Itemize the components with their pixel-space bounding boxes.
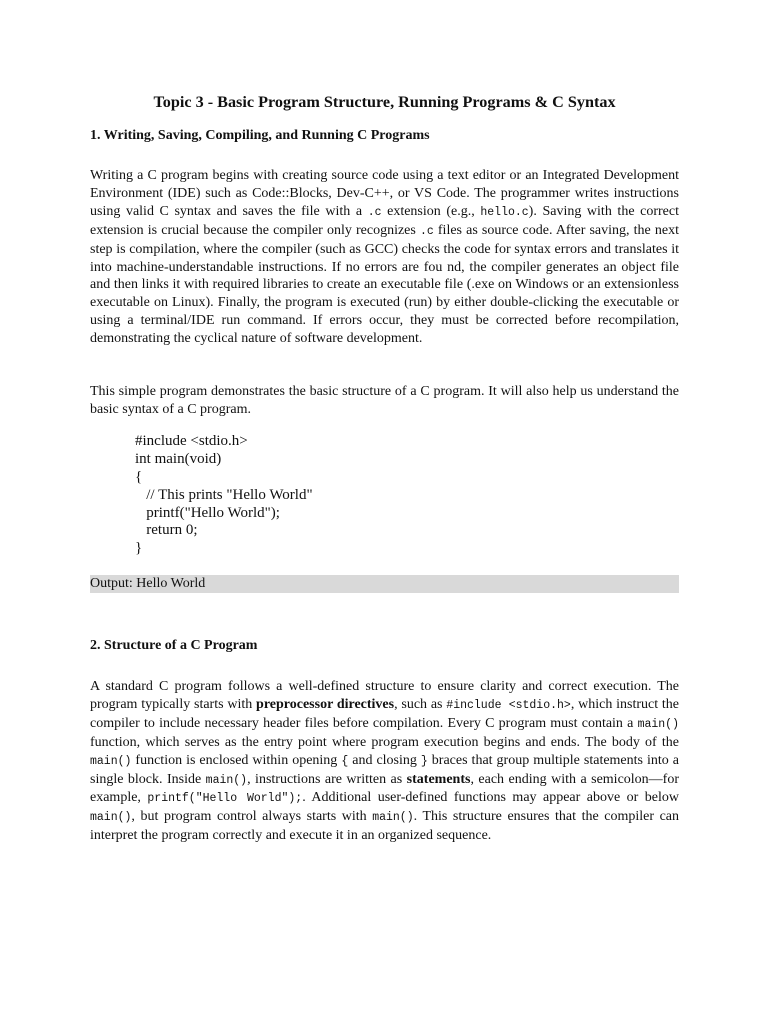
section-2-paragraph: A standard C program follows a well-defined structure to ensure clarity and correct execution. The program typically starts with preprocessor directives, such as #include <stdio.h>, which instruct the compiler to include necessary header files before compilation. Every C program must contain a main() function, which serves as the entry point where program execution begins and ends. The body of the main() function is enclosed within opening { and closing } braces that group multiple statements into a single block. Inside main(), instructions are written as statements, each ending with a semicolon—for example, printf("Hello World");. Additional user-defined functions may appear above or below main(), but program control always starts with main(). This structure ensures that the compiler can interpret the program correctly and execute it in an organized sequence.	[90, 679, 679, 844]
code-line: // This prints "Hello World"	[135, 486, 313, 503]
code-line: int main(void)	[135, 450, 222, 467]
code-line: }	[135, 540, 143, 557]
section-1-paragraph-2: This simple program demonstrates the basic structure of a C program. It will also help us understand the basic syntax of a C program.	[90, 384, 679, 417]
section-1-heading: 1. Writing, Saving, Compiling, and Running C Programs	[90, 128, 430, 143]
inline-code: .c	[419, 224, 434, 238]
code-line: return 0;	[135, 522, 198, 539]
output-box: Output: Hello World	[90, 575, 679, 593]
code-line: #include <stdio.h>	[135, 433, 248, 449]
inline-code: {	[341, 754, 349, 768]
section-2-heading: 2. Structure of a C Program	[90, 638, 258, 653]
inline-code: printf("Hello World");	[147, 792, 303, 806]
code-line: printf("Hello World");	[135, 504, 280, 521]
inline-code: main()	[205, 773, 248, 787]
inline-code: }	[420, 754, 428, 768]
inline-code: #include <stdio.h>	[446, 698, 571, 712]
inline-code: main()	[372, 811, 414, 825]
inline-code: main()	[90, 754, 132, 768]
section-1-paragraph-1: Writing a C program begins with creating source code using a text editor or an Integrated Development Environment (IDE) such as Code::Blocks, Dev-C++, or VS Code. The programmer writes instructions using valid C syntax and saves the file with a .c extension (e.g., hello.c). Saving with the correct extension is crucial because the compiler only recognizes .c files as source code. After saving, the next step is compilation, where the compiler (such as GCC) checks the code for syntax errors and translates it into machine-understandable instructions. If no errors are fou nd, the compiler generates an object file and then links it with required libraries to create an executable file (.exe on Windows or an extensionless executable on Linux). Finally, the program is executed (run) by either double-clicking the executable or using a terminal/IDE run command. If errors occur, they must be corrected before recompilation, demonstrating the cyclical nature of software development.	[90, 168, 679, 347]
code-line: {	[135, 468, 143, 485]
code-example	[135, 433, 313, 558]
bold-term: statements	[406, 771, 471, 787]
inline-code: hello.c	[480, 205, 529, 219]
page-title: Topic 3 - Basic Program Structure, Running Programs & C Syntax	[153, 93, 616, 111]
inline-code: main()	[90, 811, 132, 825]
inline-code: main()	[637, 717, 679, 731]
bold-term: preprocessor directives	[256, 696, 395, 712]
inline-code: .c	[367, 205, 382, 219]
